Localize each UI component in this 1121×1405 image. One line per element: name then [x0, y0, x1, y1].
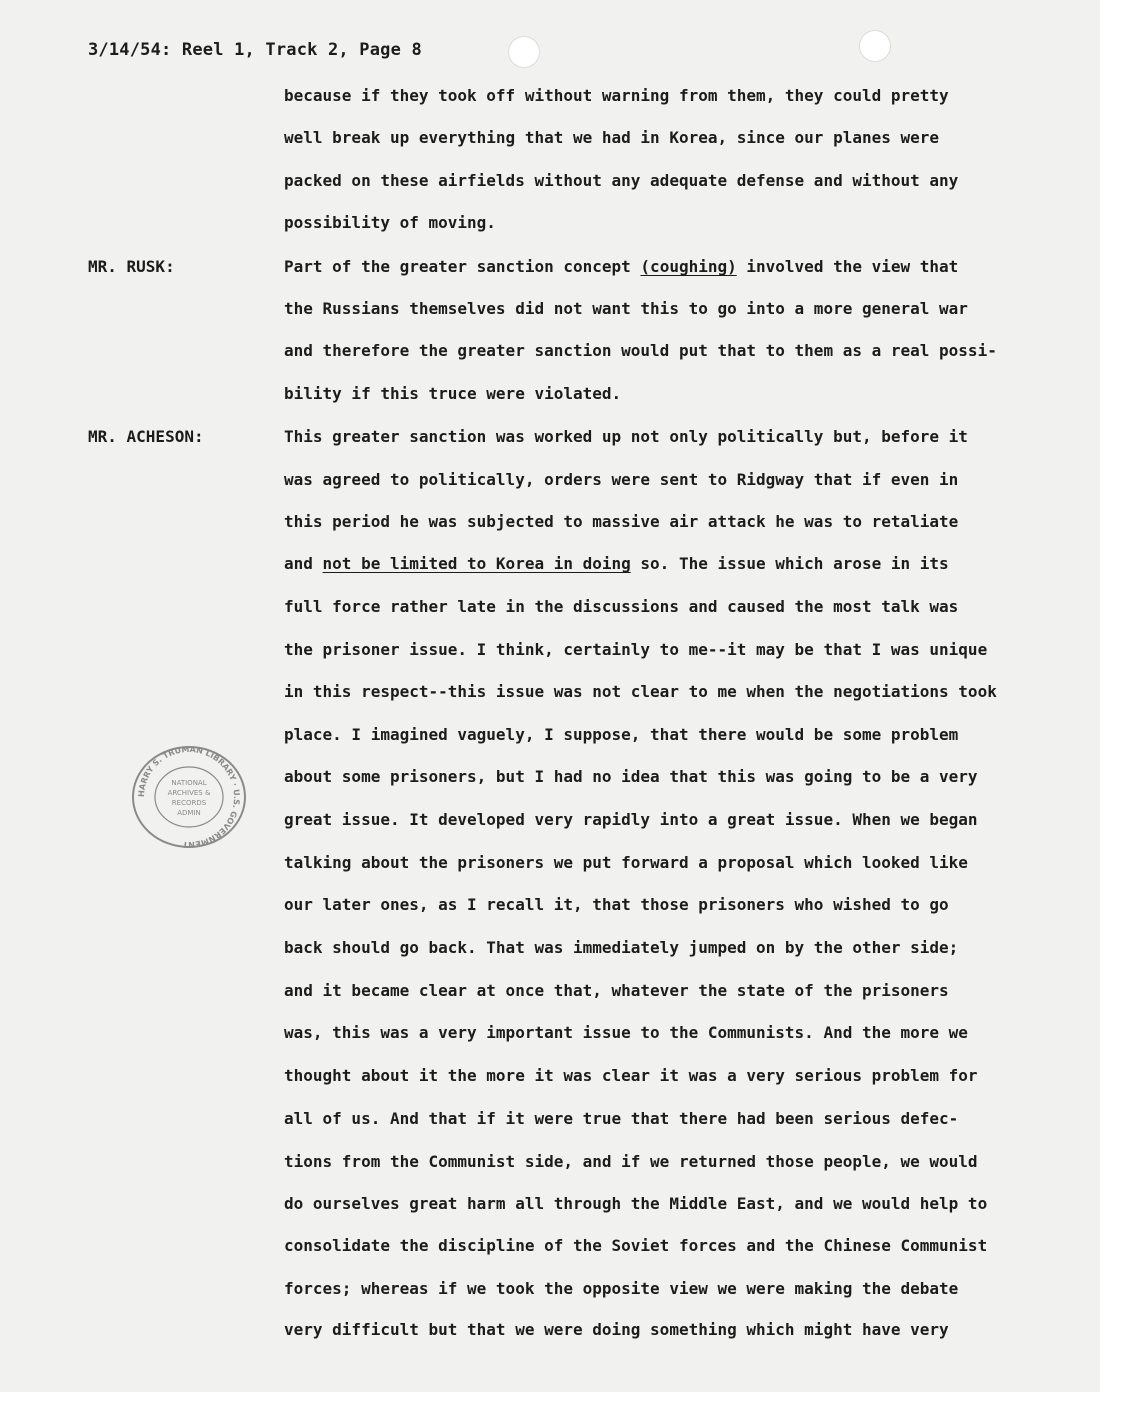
- transcript-line: back should go back. That was immediately jumped on by the other side;: [284, 938, 959, 957]
- transcript-line: the Russians themselves did not want this to go into a more general war: [284, 299, 968, 318]
- scan-border-right: [1100, 0, 1121, 1405]
- transcript-line: This greater sanction was worked up not only politically but, before it: [284, 427, 968, 446]
- transcript-line: great issue. It developed very rapidly into a great issue. When we began: [284, 810, 978, 829]
- line-segment: so. The issue which arose in its: [630, 554, 949, 573]
- transcript-line: was agreed to politically, orders were sent to Ridgway that if even in: [284, 470, 959, 489]
- transcript-line: and it became clear at once that, whatever the state of the prisoners: [284, 981, 949, 1000]
- seal-outer-text: HARRY S. TRUMAN LIBRARY · U.S. GOVERNMENT: [136, 745, 242, 849]
- transcript-line: because if they took off without warning from them, they could pretty: [284, 86, 949, 105]
- transcript-line: in this respect--this issue was not clear to me when the negotiations took: [284, 682, 997, 701]
- transcript-line: thought about it the more it was clear it was a very serious problem for: [284, 1066, 978, 1085]
- transcript-line: consolidate the discipline of the Soviet forces and the Chinese Communist: [284, 1236, 988, 1255]
- underlined-annotation: (coughing): [640, 257, 737, 276]
- transcript-line: bility if this truce were violated.: [284, 384, 622, 403]
- transcript-line: our later ones, as I recall it, that those prisoners who wished to go: [284, 895, 949, 914]
- transcript-line: possibility of moving.: [284, 213, 496, 232]
- transcript-line: tions from the Communist side, and if we returned those people, we would: [284, 1152, 978, 1171]
- transcript-line: very difficult but that we were doing something which might have very: [284, 1320, 949, 1339]
- seal-inner-line: ARCHIVES &: [167, 789, 211, 797]
- line-segment: and: [284, 554, 323, 573]
- transcript-line: about some prisoners, but I had no idea that this was going to be a very: [284, 767, 978, 786]
- transcript-line: this period he was subjected to massive air attack he was to retaliate: [284, 512, 959, 531]
- underlined-passage: not be limited to Korea in doing: [322, 554, 631, 573]
- seal-inner-line: ADMIN: [177, 809, 201, 817]
- line-segment: Part of the greater sanction concept: [284, 257, 641, 276]
- transcript-line: well break up everything that we had in Korea, since our planes were: [284, 128, 940, 147]
- library-seal-stamp: [130, 745, 248, 849]
- transcript-line: was, this was a very important issue to the Communists. And the more we: [284, 1023, 968, 1042]
- transcript-line: full force rather late in the discussions and caused the most talk was: [284, 597, 959, 616]
- speaker-label-rusk: MR. RUSK:: [88, 257, 175, 276]
- transcript-line: place. I imagined vaguely, I suppose, that there would be some problem: [284, 725, 959, 744]
- line-segment: involved the view that: [736, 257, 959, 276]
- speaker-label-acheson: MR. ACHESON:: [88, 427, 204, 446]
- transcript-line: packed on these airfields without any adequate defense and without any: [284, 171, 959, 190]
- transcript-line: the prisoner issue. I think, certainly to me--it may be that I was unique: [284, 640, 988, 659]
- transcript-line: talking about the prisoners we put forward a proposal which looked like: [284, 853, 968, 872]
- transcript-line: forces; whereas if we took the opposite view we were making the debate: [284, 1279, 959, 1298]
- page-header: 3/14/54: Reel 1, Track 2, Page 8: [88, 40, 422, 60]
- transcript-line: [284, 257, 958, 276]
- punch-hole-right: [859, 30, 891, 62]
- transcript-line: do ourselves great harm all through the Middle East, and we would help to: [284, 1194, 988, 1213]
- punch-hole-left: [508, 36, 540, 68]
- seal-inner-line: NATIONAL: [171, 779, 207, 787]
- transcript-line: all of us. And that if it were true that there had been serious defec-: [284, 1109, 959, 1128]
- seal-inner-line: RECORDS: [171, 799, 207, 807]
- svg-text:HARRY S. TRUMAN LIBRARY · U.S.: [137, 745, 241, 849]
- transcript-line: and therefore the greater sanction would put that to them as a real possi-: [284, 341, 997, 360]
- scan-border-bottom: [0, 1392, 1121, 1405]
- transcript-line: [284, 554, 949, 573]
